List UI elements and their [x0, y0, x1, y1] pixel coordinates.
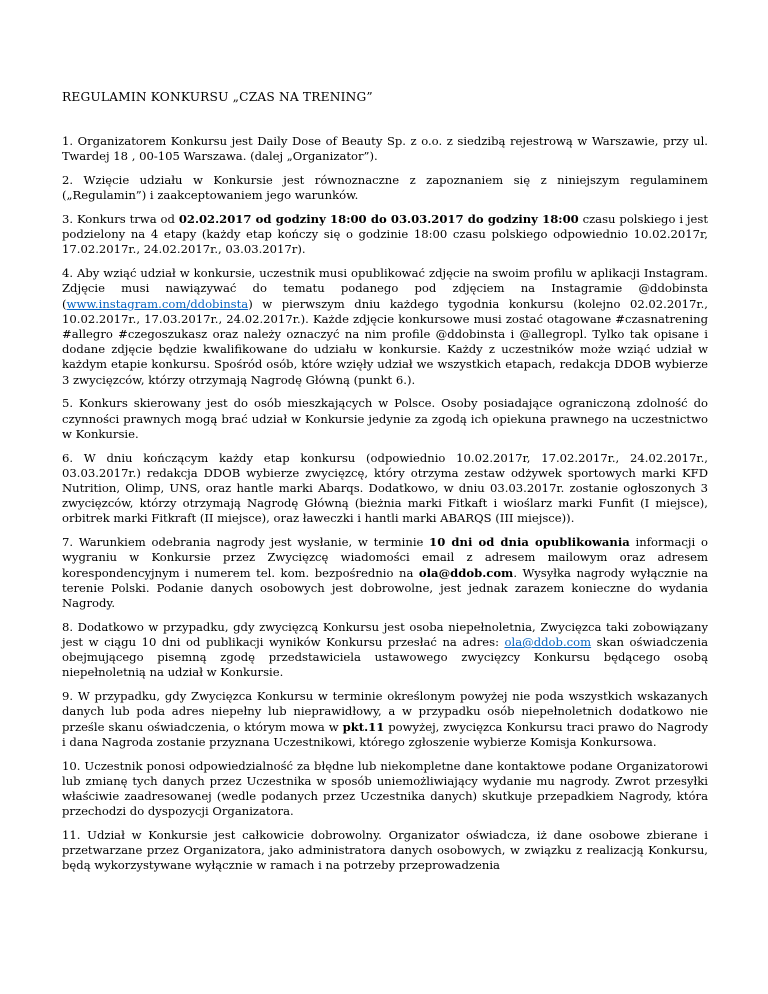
- paragraph-4: [62, 266, 708, 388]
- paragraph-text: 2. Wzięcie udziału w Konkursie jest równoznaczne z zapoznaniem się z niniejszym regulaminem („Regulamin”) i zaakceptowaniem jego warunków.: [62, 173, 708, 203]
- bold-text: ola@ddob.com: [418, 565, 514, 580]
- link-ola-ddob-com[interactable]: ola@ddob.com: [504, 635, 592, 650]
- paragraph-text: 7. Warunkiem odebrania nagrody jest wysłanie, w terminie: [62, 535, 430, 550]
- paragraph-5: [62, 396, 708, 442]
- bold-text: 02.02.2017 od godziny 18:00 do 03.03.2017 do godziny 18:00: [178, 212, 579, 226]
- paragraph-text: 5. Konkurs skierowany jest do osób mieszkających w Polsce. Osoby posiadające ograniczoną zdolność do czynności prawnych mogą brać udział w Konkursie jedynie za zgodą ich opiekuna prawnego na uczestnictwo w Konkursie.: [62, 396, 708, 441]
- paragraph-8: [62, 620, 708, 681]
- paragraph-text: skan oświadczenia obejmującego pisemną zgodę przedstawiciela ustawowego zwycięzcy Konkursu będącego osobą niepełnoletnią na udział w Konkursie.: [62, 635, 708, 680]
- document-body: [62, 134, 708, 882]
- paragraph-text: informacji o wygraniu w Konkursie przez Zwycięzcę wiadomości email z adresem mailowym oraz adresem korespondencyjnym i numerem tel. kom. bezpośrednio na: [62, 535, 708, 580]
- bold-text: 10 dni od dnia opublikowania: [429, 535, 630, 550]
- bold-text: pkt.11: [342, 719, 385, 734]
- paragraph-9: [62, 689, 708, 750]
- paragraph-text: 10. Uczestnik ponosi odpowiedzialność za błędne lub niekompletne dane kontaktowe podane Organizatorowi lub zmianę tych danych przez Uczestnika w sposób uniemożliwiający wydanie mu nagrody. Zwrot przesyłki właściwie zaadresowanej (wedle podanych przez Uczestnika danych) skutkuje przepadkiem Nagrody, która przechodzi do dyspozycji Organizatora.: [62, 758, 708, 819]
- paragraph-text: . Wysyłka nagrody wyłącznie na terenie Polski. Podanie danych osobowych jest dobrowolne, jest jednak zarazem konieczne do wydania Nagrody.: [62, 565, 708, 611]
- paragraph-11: [62, 828, 708, 874]
- paragraph-text: powyżej, zwycięzca Konkursu traci prawo do Nagrody i dana Nagroda zostanie przyznana Uczestnikowi, którego zgłoszenie wybierze Komisja Konkursowa.: [62, 719, 708, 749]
- paragraph-7: [62, 535, 708, 611]
- paragraph-6: [62, 451, 708, 527]
- paragraph-text: 8. Dodatkowo w przypadku, gdy zwycięzcą Konkursu jest osoba niepełnoletnia, Zwycięzca taki zobowiązany jest w ciągu 10 dni od publikacji wyników Konkursu przesłać na adres:: [62, 619, 708, 650]
- paragraph-2: [62, 173, 708, 203]
- paragraph-text: ) w pierwszym dniu każdego tygodnia konkursu (kolejno 02.02.2017r., 10.02.2017r., 17.03.2017r., 24.02.2017r.). Każde zdjęcie konkursowe musi zostać otagowane #czasnatrening #allegro #czegoszukasz oraz należy oznaczyć na nim profile @ddobinsta i @allegropl. Tylko tak opisane i dodane zdjęcie będzie kwalifikowane do udziału w konkursie. Każdy z uczestników może wziąć udział w każdym etapie konkursu. Spośród osób, które wzięły udział we wszystkich etapach, redakcja DDOB wybierze 3 zwycięzców, którzy otrzymają Nagrodę Główną (punkt 6.).: [62, 296, 708, 387]
- paragraph-text: 1. Organizatorem Konkursu jest Daily Dose of Beauty Sp. z o.o. z siedzibą rejestrową w Warszawie, przy ul. Twardej 18 , 00-105 Warszawa. (dalej „Organizator”).: [62, 134, 708, 164]
- paragraph-text: 3. Konkurs trwa od: [62, 212, 179, 226]
- paragraph-text: 6. W dniu kończącym każdy etap konkursu (odpowiednio 10.02.2017r, 17.02.2017r., 24.02.2017r., 03.03.2017r.) redakcja DDOB wybierze zwycięzcę, który otrzyma zestaw odżywek sportowych marki KFD Nutrition, Olimp, UNS, oraz hantle marki Abarqs. Dodatkowo, w dniu 03.03.2017r. zostanie ogłoszonych 3 zwycięzców, którzy otrzymają Nagrodę Główną (bieżnia marki Fitkaft i wioślarz marki Funfit (I miejsce), orbitrek marki Fitkraft (II miejsce), oraz ławeczki i hantli marki ABARQS (III miejsce)).: [62, 450, 708, 526]
- link-www-instagram-com-ddobinsta[interactable]: www.instagram.com/ddobinsta: [66, 296, 249, 311]
- document-title: REGULAMIN KONKURSU „CZAS NA TRENING”: [62, 90, 373, 104]
- paragraph-3: [62, 212, 708, 258]
- paragraph-1: [62, 134, 708, 164]
- paragraph-text: 9. W przypadku, gdy Zwycięzca Konkursu w terminie określonym powyżej nie poda wszystkich wskazanych danych lub poda adres niepełny lub nieprawidłowy, a w przypadku osób niepełnoletnich dodatkowo nie prześle skanu oświadczenia, o którym mowa w: [62, 689, 708, 734]
- paragraph-text: 4. Aby wziąć udział w konkursie, uczestnik musi opublikować zdjęcie na swoim profilu w aplikacji Instagram. Zdjęcie musi nawiązywać do tematu podanego pod zdjęciem na Instagramie @ddobinsta (: [62, 266, 708, 311]
- paragraph-10: [62, 759, 708, 820]
- paragraph-text: czasu polskiego i jest podzielony na 4 etapy (każdy etap kończy się o godzinie 18:00 czasu polskiego odpowiednio 10.02.2017r, 17.02.2017r., 24.02.2017r., 03.03.2017r).: [62, 212, 708, 257]
- paragraph-text: 11. Udział w Konkursie jest całkowicie dobrowolny. Organizator oświadcza, iż dane osobowe zbierane i przetwarzane przez Organizatora, jako administratora danych osobowych, w związku z realizacją Konkursu, będą wykorzystywane wyłącznie w ramach i na potrzeby przeprowadzenia: [62, 828, 708, 873]
